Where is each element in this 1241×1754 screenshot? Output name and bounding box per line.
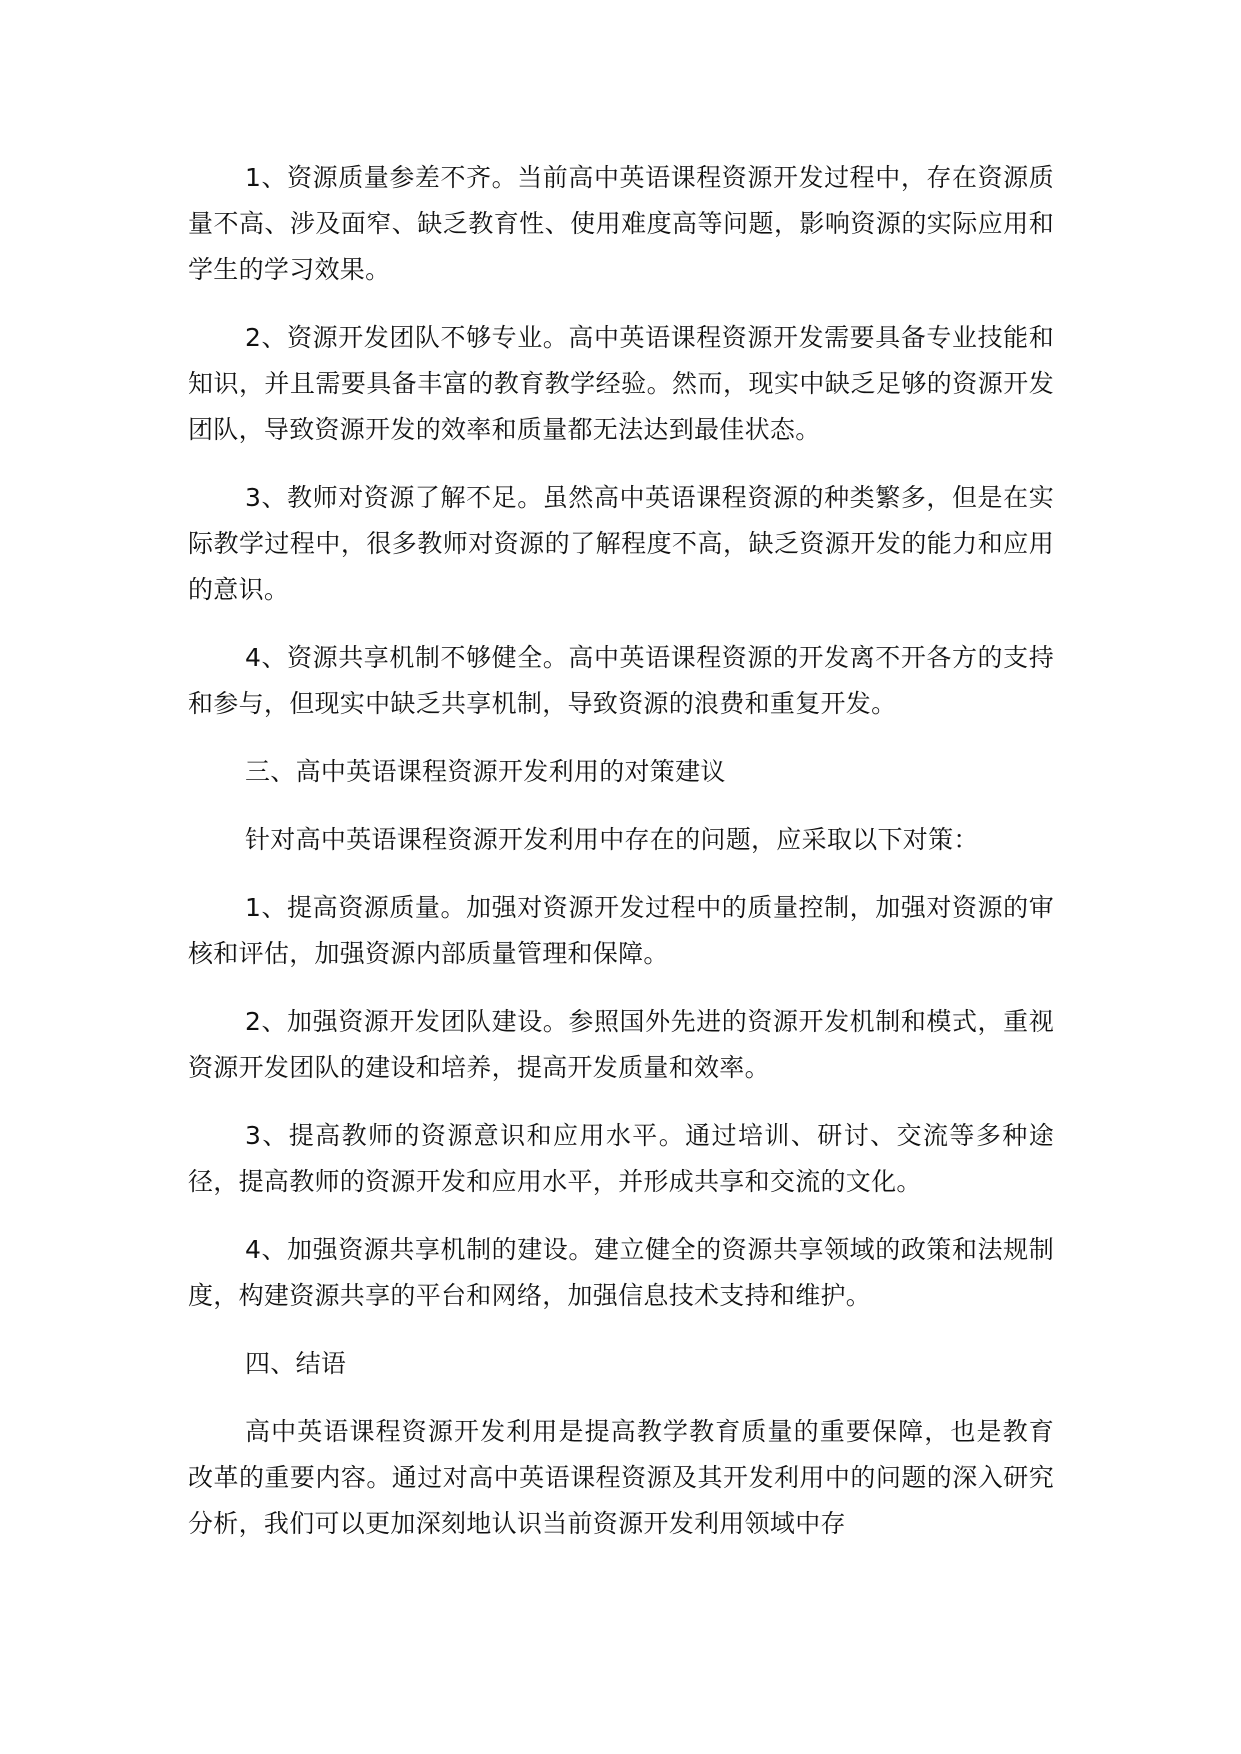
paragraph-conclusion: 高中英语课程资源开发利用是提高教学教育质量的重要保障，也是教育改革的重要内容。通过对高中英语课程资源及其开发利用中的问题的深入研究分析，我们可以更加深刻地认识当前资源开发利用领域中存	[188, 1417, 1054, 1538]
paragraph-measure-2: 2、加强资源开发团队建设。参照国外先进的资源开发机制和模式，重视资源开发团队的建设和培养，提高开发质量和效率。	[188, 1007, 1054, 1082]
paragraph-problem-1: 1、资源质量参差不齐。当前高中英语课程资源开发过程中，存在资源质量不高、涉及面窄、缺乏教育性、使用难度高等问题，影响资源的实际应用和学生的学习效果。	[188, 163, 1054, 284]
paragraph-problem-3: 3、教师对资源了解不足。虽然高中英语课程资源的种类繁多，但是在实际教学过程中，很多教师对资源的了解程度不高，缺乏资源开发的能力和应用的意识。	[188, 483, 1054, 604]
paragraph-measure-3: 3、提高教师的资源意识和应用水平。通过培训、研讨、交流等多种途径，提高教师的资源开发和应用水平，并形成共享和交流的文化。	[188, 1121, 1054, 1196]
paragraph-measure-1: 1、提高资源质量。加强对资源开发过程中的质量控制，加强对资源的审核和评估，加强资源内部质量管理和保障。	[188, 893, 1054, 968]
section-heading-4: 四、结语	[245, 1349, 347, 1378]
paragraph-intro-measures: 针对高中英语课程资源开发利用中存在的问题，应采取以下对策：	[245, 825, 979, 854]
paragraph-problem-4: 4、资源共享机制不够健全。高中英语课程资源的开发离不开各方的支持和参与，但现实中缺乏共享机制，导致资源的浪费和重复开发。	[188, 643, 1054, 718]
section-heading-3: 三、高中英语课程资源开发利用的对策建议	[245, 757, 726, 786]
document-body	[188, 155, 1054, 1569]
paragraph-measure-4: 4、加强资源共享机制的建设。建立健全的资源共享领域的政策和法规制度，构建资源共享的平台和网络，加强信息技术支持和维护。	[188, 1235, 1054, 1310]
paragraph-problem-2: 2、资源开发团队不够专业。高中英语课程资源开发需要具备专业技能和知识，并且需要具备丰富的教育教学经验。然而，现实中缺乏足够的资源开发团队，导致资源开发的效率和质量都无法达到最佳状态。	[188, 323, 1054, 444]
